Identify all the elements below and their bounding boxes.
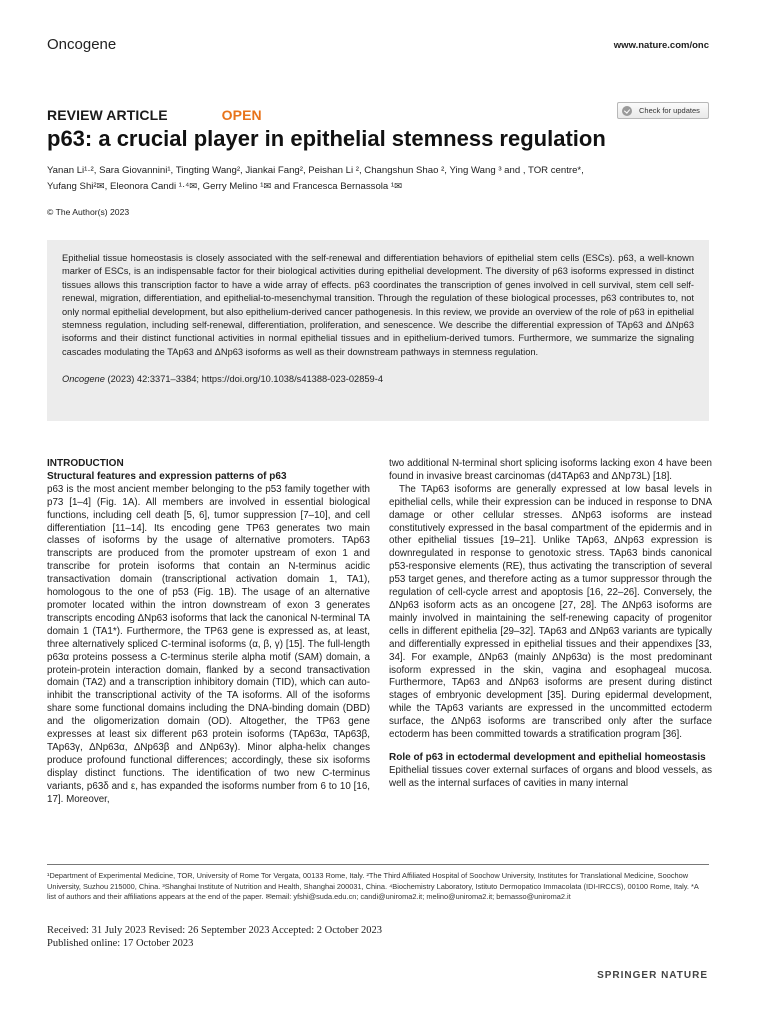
paragraph-tap63: The TAp63 isoforms are generally expressed at low basal levels in epithelial cells, while their expression can be induced in response to DNA damage or other cellular stresses. ΔNp63 isoforms are instead constitutively expressed in the basal compartment of the epidermis and in other epithelial tissues [19–21]. Unlike TAp63, ΔNp63 expression is downregulated in response to genotoxic stress. TAp63 binds canonical p53-responsive elements (RE), thus activating the transcription of several p53 target genes, and therefore acting as a tumor suppressor through the regulation of cell-cycle arrest and apoptosis [16, 22–26]. Conversely, the ΔNp63 isoform acts as an oncogene [27, 28]. The ΔNp63 isoforms are mainly involved in maintaining the self-renewing capacity of progenitor cells in different epithelia [29–32]. TAp63 and ΔNp63 variants are typically and differentially expressed in epithelial tissues and their appendixes [33, 34]. For example, ΔNp63 (mainly ΔNp63α) is the most predominant isoform expressed in the skin, vagina and esophageal mucosa. Furthermore, TAp63 and ΔNp63 isoforms are present during distinct stages of embryonic development [35]. During epidermal development, while the TAp63 variants are expressed in the uncommitted ectoderm surface, the ΔNp63 isoforms are transcribed only after the surface ectoderm has been committed towards a stratification program [36]. — [389, 483, 712, 741]
authors-line-1: Yanan Li¹·², Sara Giovannini¹, Tingting Wang², Jiankai Fang², Peishan Li ², Changshun Shao ², Ying Wang ³ and , TOR centre*, — [47, 165, 584, 176]
abstract-text: Epithelial tissue homeostasis is closely associated with the self-renewal and differentiation behaviors of epithelial stem cells (ESCs). p63, a well-known marker of ESCs, is an indispensable factor for their biological activities during epithelial development. The diversity of p63 isoforms expressed in distinct tissues allows this transcription factor to have a wide array of effects. p63 coordinates the transcription of genes involved in cell survival, stem cell self-renewal, migration, differentiation, and epithelial-to-mesenchymal transition. Through the regulation of these biological processes, p63 contributes to, not only normal epithelial development, but also epithelium-derived cancer pathogenesis. In this review, we provide an overview of the role of p63 in epithelial stemness regulation, including self-renewal, differentiation, proliferation, and senescence. We describe the differential expression of TAp63 and ΔNp63 isoforms and their distinct functional activities in normal epithelial tissues and in epithelium-derived tumors. Furthermore, we summarize the signaling cascades modulating the TAp63 and ΔNp63 isoforms as well as their downstream pathways in stemness regulation. — [62, 253, 694, 357]
paragraph-epithelial: Epithelial tissues cover external surfaces of organs and blood vessels, as well as the internal surfaces of cavities in many internal — [389, 764, 712, 789]
paragraph-intro: p63 is the most ancient member belonging to the p53 family together with p73 [1–4] (Fig. 1A). All members are involved in essential biological functions, including cell death [5, 6], tumor suppression [7–10], and cell differentiation [11–14]. Its encoding gene TP63 generates two main classes of isoforms by the usage of alternative promoters. TAp63 transcripts are produced from the promoter upstream of exon 1 and transcribe for protein isoforms that contain an N-terminus acidic transactivation domain (transcriptional activation domain 1, TA1), homologous to the one of p53 (Fig. 1B). The usage of an alternative promoter located within the intron downstream of exon 3 generates transcripts encoding ΔNp63 isoforms that lack the canonical N-terminal TA domain 1 (TA1*). Furthermore, the TP63 gene is expressed as, at least, three alternatively spliced C-terminal isoforms (α, β, γ) [15]. The full-length p63α proteins possess a C-terminus sterile alpha motif (SAM) domain, a protein-protein interaction domain, flanked by a second transactivation domain (TA2) and a transcription inhibitory domain (TID), which can auto-inhibit the transcriptional activity of the TA isoforms. All of the isoforms share some functional domains including the DNA-binding domain (DBD) and the oligomerization domain (OD). Altogether, the TP63 gene expresses at least six different p63 protein isoforms (TAp63α, TAp63β, TAp63γ, ΔNp63α, ΔNp63β and ΔNp63γ). Minor alpha-helix changes produce profound functional differences; accordingly, these six isoforms display distinct functions. The identification of two new C-terminus variants, p63δ and ε, has expanded the isoforms number from 6 to 10 [16, 17]. Moreover, — [47, 483, 370, 805]
abstract-box — [47, 240, 709, 421]
check-for-updates-button[interactable] — [617, 102, 709, 119]
open-access-label: OPEN — [221, 107, 262, 123]
affiliations-footnote: ¹Department of Experimental Medicine, TOR, University of Rome Tor Vergata, 00133 Rome, Italy. ²The Third Affiliated Hospital of Soochow University, Institutes for Translational Medicine, Soochow University, Suzhou 215000, China. ³Shanghai Institute of Nutrition and Health, Shanghai 200031, China. ⁴Biochemistry Laboratory, Istituto Dermopatico Immacolata (IDI-IRCCS), 00100 Rome, Italy. *A list of authors and their affiliations appears at the end of the paper. ✉email: yfshi@suda.edu.cn; candi@uniroma2.it; melino@uniroma2.it; bernasso@uniroma2.it — [47, 871, 699, 901]
footnote-divider — [47, 864, 709, 865]
subsection-heading-role: Role of p63 in ectodermal development and epithelial homeostasis — [389, 751, 706, 763]
article-type: REVIEW ARTICLE — [47, 107, 168, 123]
article-type-row — [47, 107, 262, 123]
check-updates-icon — [622, 106, 632, 116]
authors-line-2: Yufang Shi²✉, Eleonora Candi ¹·⁴✉, Gerry Melino ¹✉ and Francesca Bernassola ¹✉ — [47, 181, 403, 192]
paragraph-continued: two additional N-terminal short splicing isoforms lacking exon 4 have been found in invasive breast carcinomas (d4TAp63 and ΔNp73L) [18]. — [389, 458, 712, 482]
left-column — [47, 458, 370, 806]
check-updates-label: Check for updates — [639, 106, 700, 115]
journal-website[interactable]: www.nature.com/onc — [613, 40, 709, 51]
section-heading-introduction: INTRODUCTION — [47, 458, 124, 469]
author-list — [47, 163, 727, 195]
journal-name: Oncogene — [47, 36, 117, 53]
article-title: p63: a crucial player in epithelial stemness regulation — [47, 126, 606, 151]
citation-details[interactable]: (2023) 42:3371–3384; https://doi.org/10.1038/s41388-023-02859-4 — [104, 374, 383, 385]
published-online: Published online: 17 October 2023 — [47, 937, 194, 949]
received-revised-accepted: Received: 31 July 2023 Revised: 26 September 2023 Accepted: 2 October 2023 — [47, 925, 383, 936]
subsection-heading-structural: Structural features and expression patterns of p63 — [47, 470, 287, 482]
article-dates — [47, 925, 382, 950]
copyright-notice: © The Author(s) 2023 — [47, 207, 130, 217]
right-column — [389, 458, 712, 791]
publisher-logo: SPRINGER NATURE — [597, 970, 708, 981]
citation-journal: Oncogene — [62, 374, 105, 385]
citation — [62, 373, 694, 386]
